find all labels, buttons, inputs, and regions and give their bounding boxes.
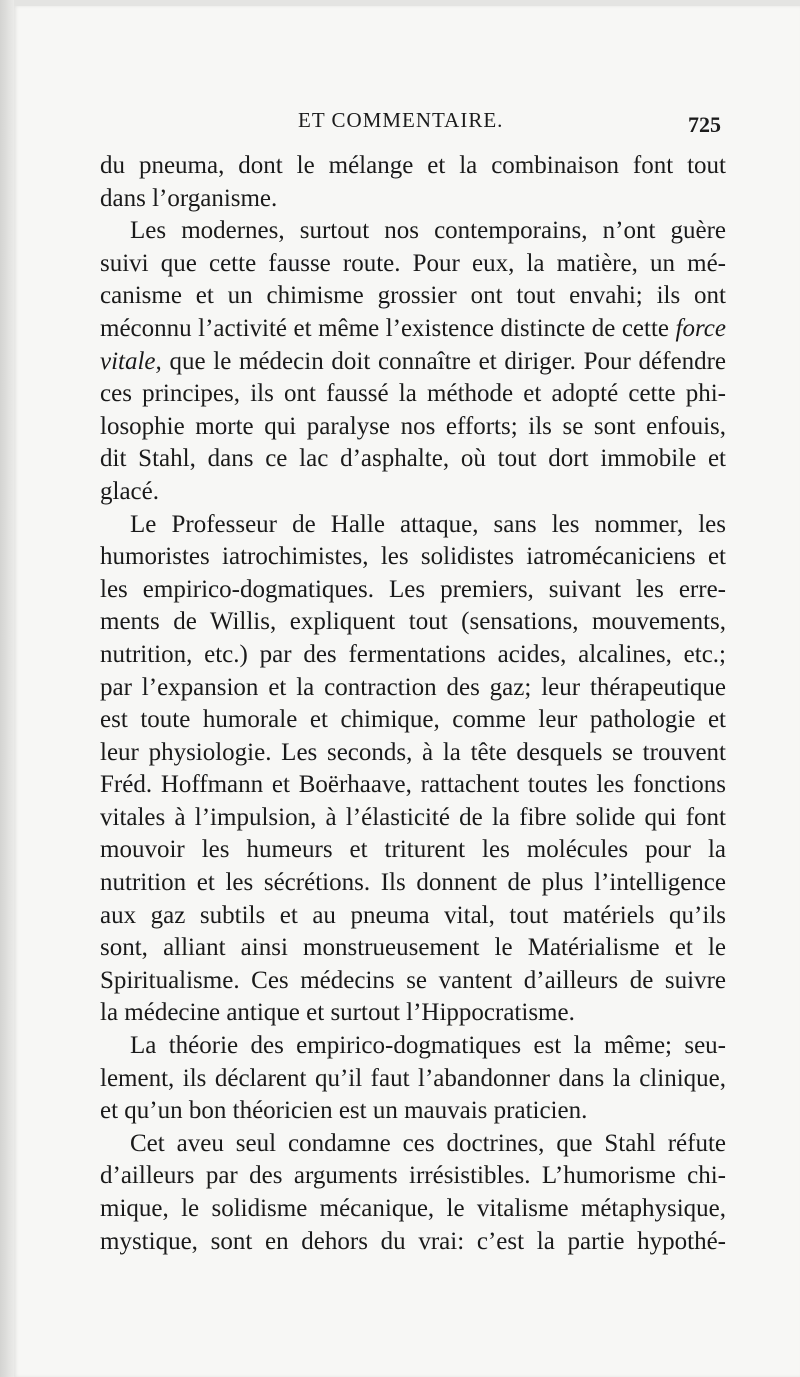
text-line: mouvoir les humeurs et triturent les molécules pour la — [100, 836, 726, 864]
text-line: par l’expansion et la contraction des gaz; leur thérapeutique — [100, 673, 726, 701]
text-line: sont, alliant ainsi monstrueusement le Matérialisme et le — [100, 934, 726, 962]
text-line: et qu’un bon théoricien est un mauvais praticien. — [100, 1097, 588, 1125]
text-line: suivi que cette fausse route. Pour eux, la matière, un mé- — [100, 249, 726, 277]
text-line: Les modernes, surtout nos contemporains, n’ont guère — [130, 217, 726, 245]
text-line: Cet aveu seul condamne ces doctrines, que Stahl réfute — [130, 1129, 726, 1157]
text-line: vitale, que le médecin doit connaître et diriger. Pour défendre — [100, 347, 726, 375]
text-line: Spiritualisme. Ces médecins se vantent d’ailleurs de suivre — [100, 966, 726, 994]
paragraph-block — [100, 150, 726, 1258]
text-line: est toute humorale et chimique, comme leur pathologie et — [100, 706, 726, 734]
text-line: Fréd. Hoffmann et Boërhaave, rattachent toutes les fonctions — [100, 771, 726, 799]
text-line: méconnu l’activité et même l’existence distincte de cette force — [100, 314, 726, 342]
text-line: nutrition, etc.) par des fermentations acides, alcalines, etc.; — [100, 640, 726, 668]
text-line: mique, le solidisme mécanique, le vitalisme métaphysique, — [100, 1195, 726, 1222]
text-line: du pneuma, dont le mélange et la combinaison font tout — [100, 152, 726, 179]
running-title: ET COMMENTAIRE. — [298, 108, 504, 132]
text-line: nutrition et les sécrétions. Ils donnent de plus l’intelligence — [100, 869, 726, 897]
body-text — [100, 150, 726, 1258]
text-line: glacé. — [100, 477, 159, 505]
page-edge-shadow — [0, 0, 14, 1377]
text-line: vitales à l’impulsion, à l’élasticité de la fibre solide qui font — [100, 803, 726, 831]
text-line: la médecine antique et surtout l’Hippocratisme. — [100, 999, 575, 1027]
text-line: lement, ils déclarent qu’il faut l’abandonner dans la clinique, — [100, 1064, 726, 1092]
text-line: La théorie des empirico-dogmatiques est la même; seu- — [130, 1032, 726, 1060]
text-line: mystique, sont en dehors du vrai: c’est la partie hypothé- — [100, 1227, 726, 1255]
text-line: humoristes iatrochimistes, les solidistes iatromécaniciens et — [100, 543, 726, 571]
text-line: les empirico-dogmatiques. Les premiers, suivant les erre- — [100, 575, 726, 603]
text-line: ces principes, ils ont faussé la méthode et adopté cette phi- — [100, 380, 726, 408]
text-line: dit Stahl, dans ce lac d’asphalte, où tout dort immobile et — [100, 445, 726, 473]
text-line: canisme et un chimisme grossier ont tout envahi; ils ont — [100, 282, 726, 310]
text-line: leur physiologie. Les seconds, à la tête desquels se trouvent — [100, 738, 726, 766]
text-line: aux gaz subtils et au pneuma vital, tout matériels qu’ils — [100, 901, 726, 929]
text-line: d’ailleurs par des arguments irrésistibles. L’humorisme chi- — [100, 1162, 726, 1190]
text-line: ments de Willis, expliquent tout (sensations, mouvements, — [100, 608, 726, 636]
page-number: 725 — [688, 112, 721, 137]
text-line: losophie morte qui paralyse nos efforts; ils se sont enfouis, — [100, 412, 726, 440]
text-line: Le Professeur de Halle attaque, sans les nommer, les — [130, 510, 726, 538]
text-line: dans l’organisme. — [100, 184, 278, 212]
